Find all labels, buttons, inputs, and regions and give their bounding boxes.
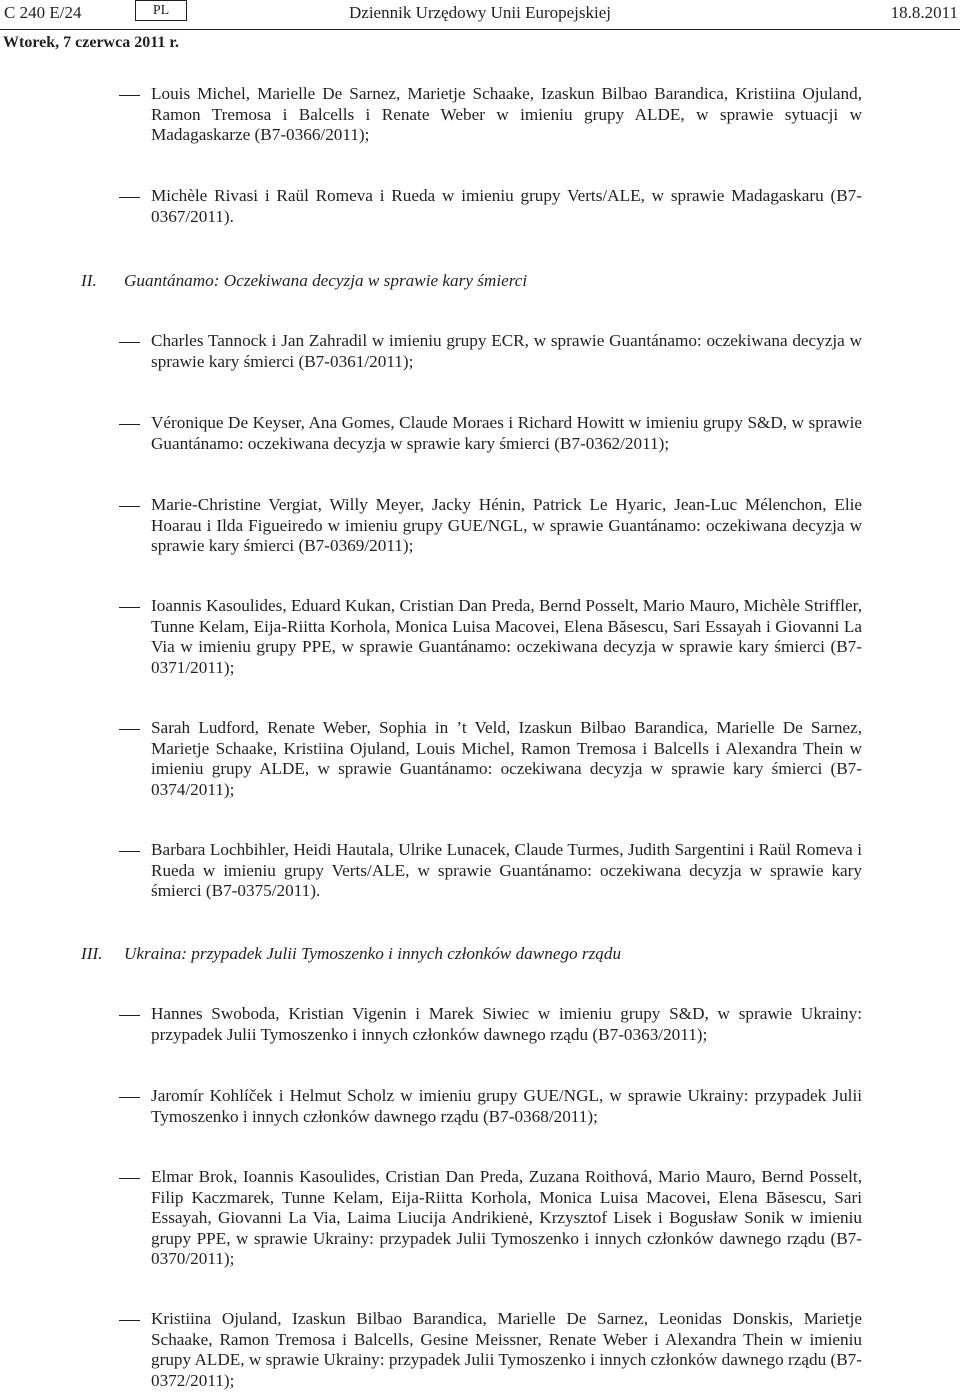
section-heading — [81, 943, 621, 964]
motion-text: Véronique De Keyser, Ana Gomes, Claude Moraes i Richard Howitt w imieniu grupy S&D, w sprawie Guantánamo: oczekiwana decyzja w sprawie kary śmierci (B7-0362/2011); — [151, 413, 862, 453]
motion-entry — [123, 186, 862, 227]
dash-bullet — [119, 719, 141, 738]
section-title: Guantánamo: Oczekiwana decyzja w sprawie kary śmierci — [124, 271, 528, 290]
session-date: Wtorek, 7 czerwca 2011 r. — [3, 34, 179, 51]
dash-bullet — [119, 85, 141, 104]
header-divider — [0, 29, 960, 30]
dash-bullet — [119, 496, 141, 515]
motion-entry — [123, 1004, 862, 1045]
motion-entry — [123, 331, 862, 372]
motion-text: Elmar Brok, Ioannis Kasoulides, Cristian Dan Preda, Zuzana Roithová, Mario Mauro, Bernd Posselt, Filip Kaczmarek, Tunne Kelam, Eija-Riitta Korhola, Monica Luisa Macovei, Elena Băsescu, Sari Essayah, Giovanni La Via, Laima Liucija Andrikienė, Krzysztof Lisek i Bogusław Sonik w imieniu grupy PPE, w sprawie Ukrainy: przypadek Julii Tymoszenko i innych członków dawnego rządu (B7-0370/2011); — [151, 1167, 862, 1269]
motion-entry — [123, 840, 862, 902]
motion-entry — [123, 495, 862, 557]
motion-text: Kristiina Ojuland, Izaskun Bilbao Barandica, Marielle De Sarnez, Leonidas Donskis, Marietje Schaake, Ramon Tremosa i Balcells, Gesine Meissner, Renate Weber i Alexandra Thein w imieniu grupy ALDE, w sprawie Ukrainy: przypadek Julii Tymoszenko i innych członków dawnego rządu (B7-0372/2011); — [151, 1309, 862, 1390]
motion-text: Jaromír Kohlíček i Helmut Scholz w imieniu grupy GUE/NGL, w sprawie Ukrainy: przypadek Julii Tymoszenko i innych członków dawnego rządu (B7-0368/2011); — [151, 1086, 862, 1126]
dash-bullet — [119, 1168, 141, 1187]
motion-text: Barbara Lochbihler, Heidi Hautala, Ulrike Lunacek, Claude Turmes, Judith Sargentini i Raül Romeva i Rueda w imieniu grupy Verts/ALE, w sprawie Guantánamo: oczekiwana decyzja w sprawie kary śmierci (B7-0375/2011). — [151, 840, 862, 901]
page-header — [0, 0, 960, 32]
section-title: Ukraina: przypadek Julii Tymoszenko i innych członków dawnego rządu — [124, 944, 622, 963]
motion-text: Louis Michel, Marielle De Sarnez, Marietje Schaake, Izaskun Bilbao Barandica, Kristiina Ojuland, Ramon Tremosa i Balcells i Renate Weber w imieniu grupy ALDE, w sprawie sytuacji w Madagaskarze (B7-0366/2011); — [151, 84, 862, 145]
dash-bullet — [119, 1005, 141, 1024]
motion-entry — [123, 1086, 862, 1127]
motion-text: Ioannis Kasoulides, Eduard Kukan, Cristian Dan Preda, Bernd Posselt, Mario Mauro, Michèle Striffler, Tunne Kelam, Eija-Riitta Korhola, Monica Luisa Macovei, Elena Băsescu, Sari Essayah i Giovanni La Via w imieniu grupy PPE, w sprawie Guantánamo: oczekiwana decyzja w sprawie kary śmierci (B7-0371/2011); — [151, 596, 862, 677]
dash-bullet — [119, 841, 141, 860]
motion-entry — [123, 413, 862, 454]
motion-text: Hannes Swoboda, Kristian Vigenin i Marek Siwiec w imieniu grupy S&D, w sprawie Ukrainy: przypadek Julii Tymoszenko i innych członków dawnego rządu (B7-0363/2011); — [151, 1004, 862, 1044]
dash-bullet — [119, 1087, 141, 1106]
motion-entry — [123, 596, 862, 678]
section-number: II. — [81, 271, 97, 290]
motion-text: Sarah Ludford, Renate Weber, Sophia in ’t Veld, Izaskun Bilbao Barandica, Marielle De Sarnez, Marietje Schaake, Kristiina Ojuland, Louis Michel, Ramon Tremosa i Balcells i Alexandra Thein w imieniu grupy ALDE, w sprawie Guantánamo: oczekiwana decyzja w sprawie kary śmierci (B7-0374/2011); — [151, 718, 862, 799]
dash-bullet — [119, 597, 141, 616]
journal-title: Dziennik Urzędowy Unii Europejskiej — [349, 3, 612, 22]
dash-bullet — [119, 1310, 141, 1329]
publication-date: 18.8.2011 — [890, 3, 958, 22]
motion-text: Marie-Christine Vergiat, Willy Meyer, Jacky Hénin, Patrick Le Hyaric, Jean-Luc Mélenchon, Elie Hoarau i Ilda Figueiredo w imieniu grupy GUE/NGL, w sprawie Guantánamo: oczekiwana decyzja w sprawie kary śmierci (B7-0369/2011); — [151, 495, 862, 556]
motion-entry — [123, 1167, 862, 1270]
motion-text: Charles Tannock i Jan Zahradil w imieniu grupy ECR, w sprawie Guantánamo: oczekiwana decyzja w sprawie kary śmierci (B7-0361/2011); — [151, 331, 862, 371]
dash-bullet — [119, 414, 141, 433]
dash-bullet — [119, 332, 141, 351]
language-badge: PL — [135, 0, 187, 21]
section-heading — [81, 270, 527, 291]
journal-reference: C 240 E/24 — [4, 3, 82, 22]
dash-bullet — [119, 187, 141, 206]
motion-text: Michèle Rivasi i Raül Romeva i Rueda w imieniu grupy Verts/ALE, w sprawie Madagaskaru (B7-0367/2011). — [151, 186, 862, 226]
motion-entry — [123, 1309, 862, 1391]
motion-entry — [123, 718, 862, 800]
section-number: III. — [81, 944, 103, 963]
motion-entry — [123, 84, 862, 146]
